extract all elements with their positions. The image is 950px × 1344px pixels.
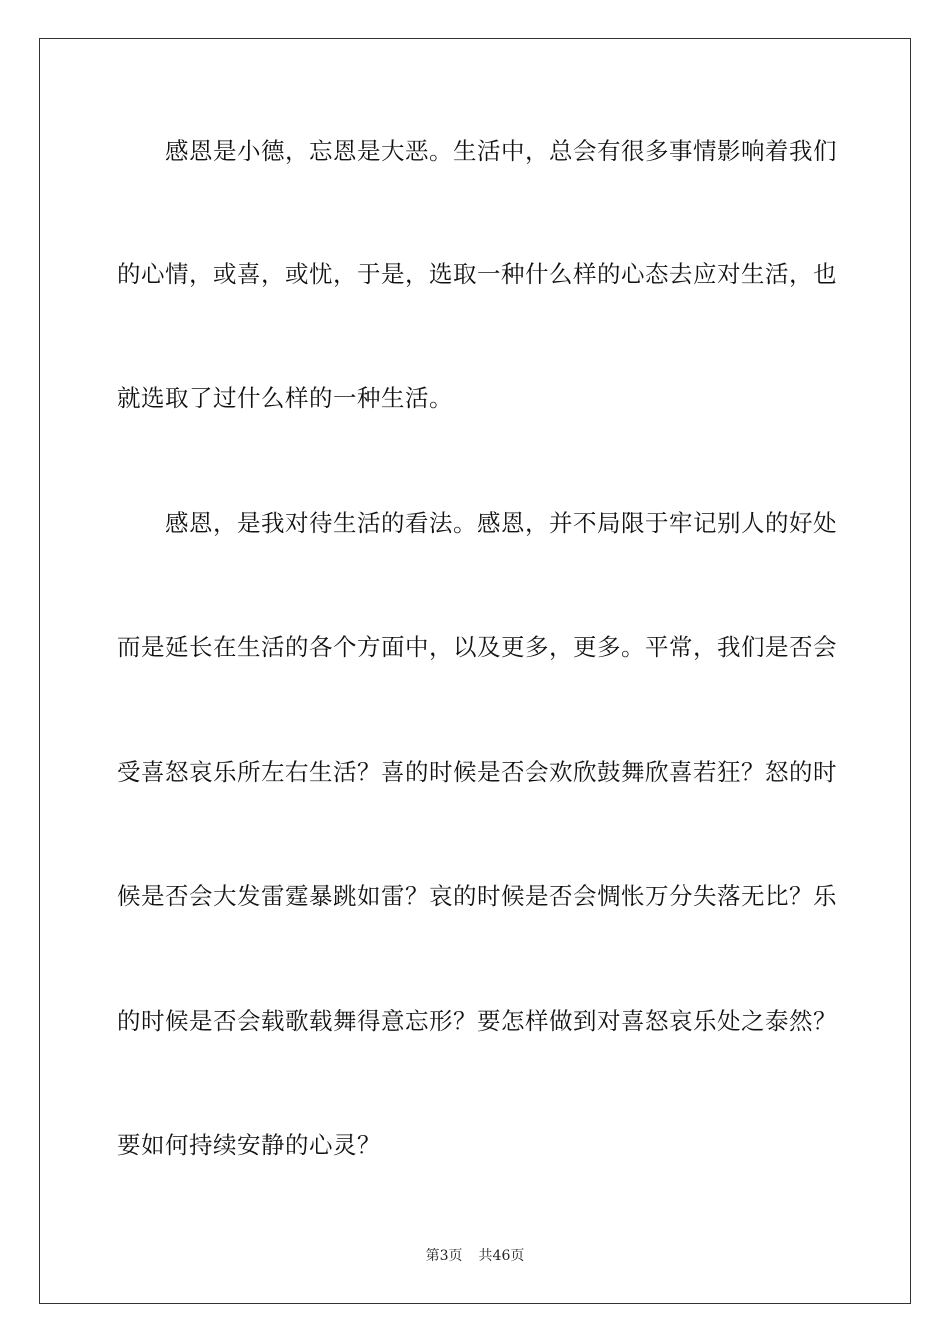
page-total: 共46页 <box>478 1248 525 1264</box>
paragraph-2-line-1: 感恩，是我对待生活的看法。感恩，并不局限于牢记别人的好处 <box>165 509 837 537</box>
paragraph-2-line-4: 候是否会大发雷霆暴跳如雷？哀的时候是否会惆怅万分失落无比？乐 <box>117 882 837 910</box>
paragraph-2-line-6: 要如何持续安静的心灵？ <box>117 1131 381 1159</box>
paragraph-1-line-2: 的心情，或喜，或忧，于是，选取一种什么样的心态去应对生活，也 <box>117 260 837 288</box>
paragraph-2-line-5: 的时候是否会载歌载舞得意忘形？要怎样做到对喜怒哀乐处之泰然？ <box>117 1007 837 1035</box>
paragraph-1-line-3: 就选取了过什么样的一种生活。 <box>117 384 453 412</box>
paragraph-1-line-1: 感恩是小德，忘恩是大恶。生活中，总会有很多事情影响着我们 <box>165 137 837 165</box>
page-number: 第3页 <box>425 1248 463 1264</box>
paragraph-2-line-3: 受喜怒哀乐所左右生活？喜的时候是否会欢欣鼓舞欣喜若狂？怒的时 <box>117 758 837 786</box>
page-footer <box>0 1247 950 1265</box>
paragraph-2-line-2: 而是延长在生活的各个方面中，以及更多，更多。平常，我们是否会 <box>117 633 837 661</box>
page-border <box>39 38 911 1304</box>
